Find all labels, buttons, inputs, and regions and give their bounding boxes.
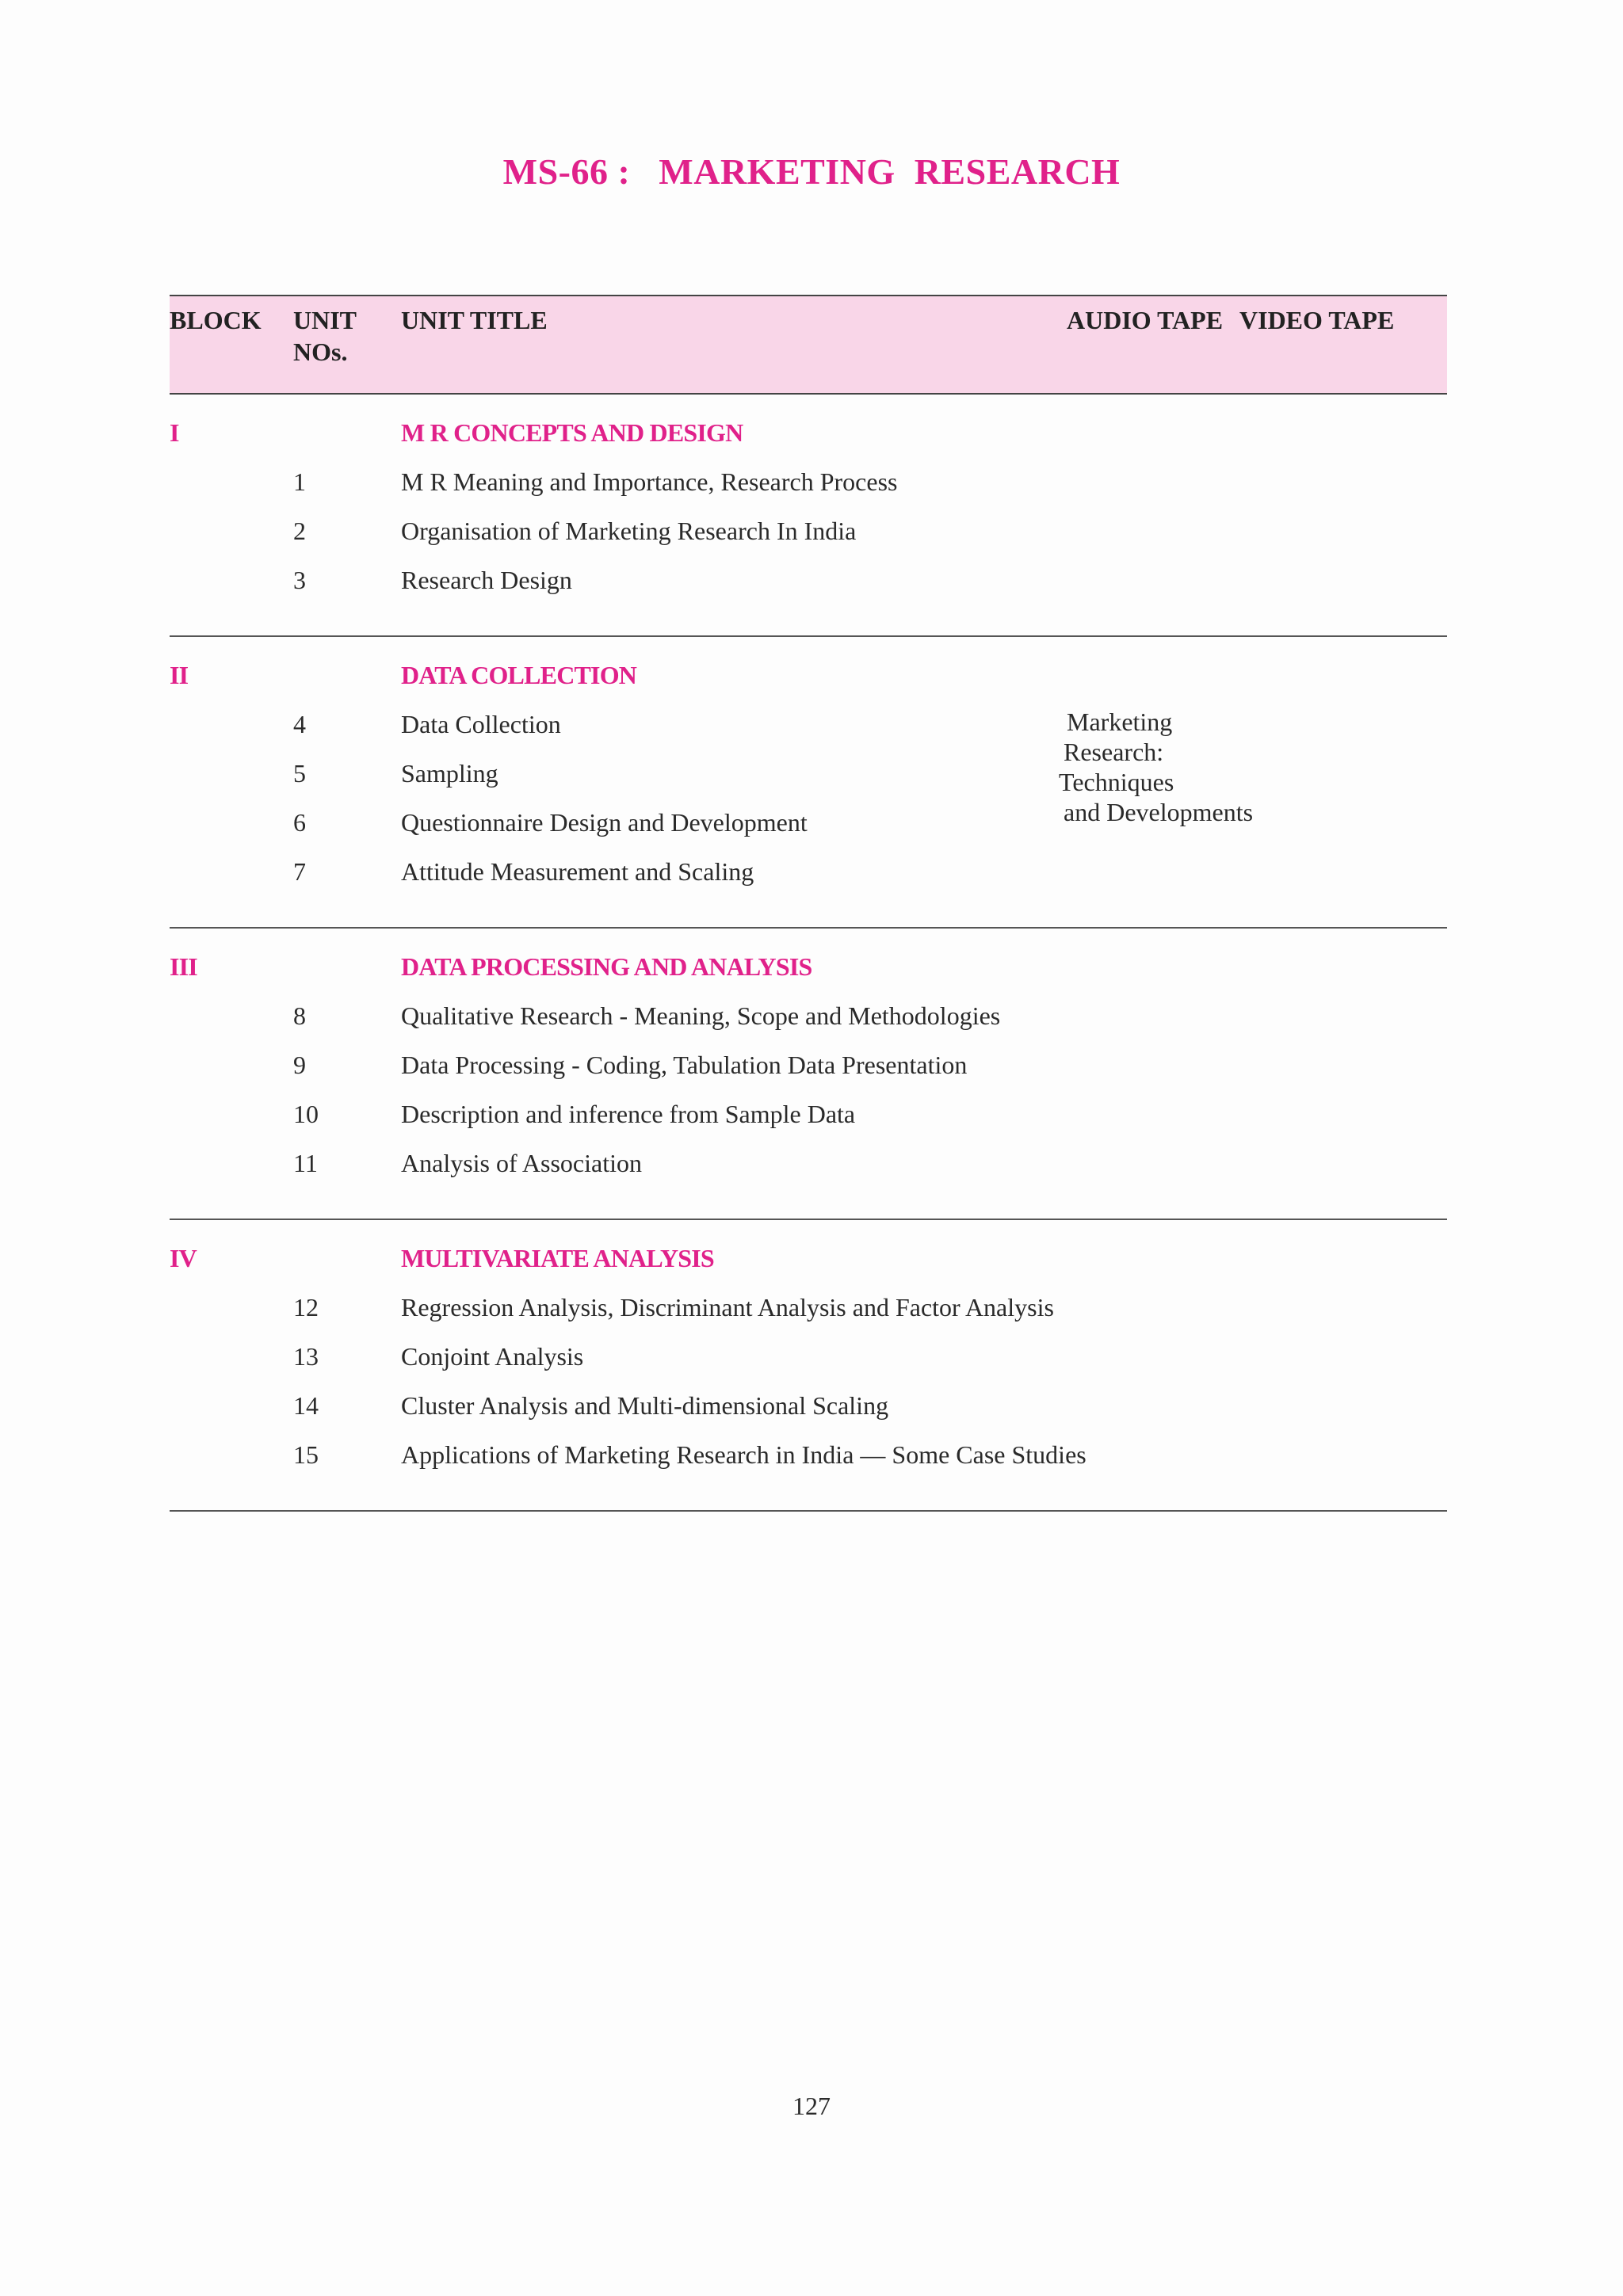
block-section	[170, 1220, 1447, 1512]
unit-number: 7	[293, 857, 306, 886]
unit-row	[170, 708, 1447, 757]
unit-title: Sampling	[401, 759, 498, 788]
column-header-unit-title: UNIT TITLE	[401, 306, 548, 334]
audio-tape-line: Marketing	[1067, 707, 1173, 736]
block-heading-row	[170, 659, 1447, 708]
block-number: I	[170, 418, 179, 447]
unit-title: Applications of Marketing Research in India — Some Case Studies	[401, 1440, 1086, 1469]
unit-title: Questionnaire Design and Development	[401, 808, 808, 837]
audio-tape-title	[1059, 707, 1254, 827]
unit-row	[170, 757, 1447, 807]
block-section	[170, 395, 1447, 637]
unit-title: Qualitative Research - Meaning, Scope and Methodologies	[401, 1001, 1001, 1030]
audio-tape-line: and Developments	[1064, 798, 1254, 826]
unit-number: 14	[293, 1391, 319, 1420]
column-header-audio-tape: AUDIO TAPE	[1067, 306, 1224, 334]
unit-title: Description and inference from Sample Data	[401, 1100, 856, 1128]
unit-number: 13	[293, 1342, 319, 1371]
unit-row	[170, 1439, 1447, 1488]
block-heading-row	[170, 417, 1447, 466]
block-section	[170, 929, 1447, 1220]
block-title: DATA COLLECTION	[401, 661, 637, 689]
unit-row	[170, 515, 1447, 564]
unit-number: 2	[293, 517, 306, 545]
unit-number: 9	[293, 1051, 306, 1079]
unit-title: Attitude Measurement and Scaling	[401, 857, 754, 886]
unit-row	[170, 856, 1447, 905]
block-heading-row	[170, 1242, 1447, 1291]
unit-row	[170, 807, 1447, 856]
unit-title: Data Collection	[401, 710, 561, 738]
block-heading-row	[170, 951, 1447, 1000]
column-header-unit: UNIT NOs.	[293, 306, 357, 366]
block-number: IV	[170, 1244, 197, 1272]
unit-row	[170, 1147, 1447, 1196]
block-title: DATA PROCESSING AND ANALYSIS	[401, 952, 812, 981]
block-number: II	[170, 661, 189, 689]
unit-number: 4	[293, 710, 306, 738]
unit-number: 6	[293, 808, 306, 837]
audio-tape-line: Techniques	[1059, 768, 1174, 796]
column-header-block: BLOCK	[170, 306, 262, 334]
page-number: 127	[792, 2092, 831, 2120]
unit-title: Conjoint Analysis	[401, 1342, 584, 1371]
unit-number: 10	[293, 1100, 319, 1128]
block-title: M R CONCEPTS AND DESIGN	[401, 418, 743, 447]
block-number: III	[170, 952, 197, 981]
unit-title: M R Meaning and Importance, Research Process	[401, 467, 898, 496]
unit-row	[170, 1049, 1447, 1098]
course-table	[170, 295, 1447, 1512]
unit-title: Regression Analysis, Discriminant Analysis and Factor Analysis	[401, 1293, 1054, 1322]
unit-row	[170, 564, 1447, 613]
unit-row	[170, 1098, 1447, 1147]
table-header	[170, 295, 1447, 395]
unit-number: 1	[293, 467, 306, 496]
page-title: MS-66 : MARKETING RESEARCH	[502, 151, 1121, 192]
unit-number: 12	[293, 1293, 319, 1322]
audio-tape-line: Research:	[1064, 738, 1164, 766]
unit-title: Data Processing - Coding, Tabulation Data Presentation	[401, 1051, 968, 1079]
column-header-video-tape: VIDEO TAPE	[1239, 306, 1395, 334]
unit-row	[170, 1291, 1447, 1341]
unit-title: Organisation of Marketing Research In India	[401, 517, 857, 545]
unit-number: 11	[293, 1149, 318, 1177]
unit-number: 5	[293, 759, 306, 788]
unit-row	[170, 1390, 1447, 1439]
block-title: MULTIVARIATE ANALYSIS	[401, 1244, 714, 1272]
block-section	[170, 637, 1447, 929]
unit-row	[170, 1000, 1447, 1049]
unit-row	[170, 466, 1447, 515]
unit-title: Analysis of Association	[401, 1149, 642, 1177]
unit-title: Research Design	[401, 566, 572, 594]
unit-number: 15	[293, 1440, 319, 1469]
unit-title: Cluster Analysis and Multi-dimensional Scaling	[401, 1391, 889, 1420]
unit-row	[170, 1341, 1447, 1390]
unit-number: 3	[293, 566, 306, 594]
unit-number: 8	[293, 1001, 306, 1030]
